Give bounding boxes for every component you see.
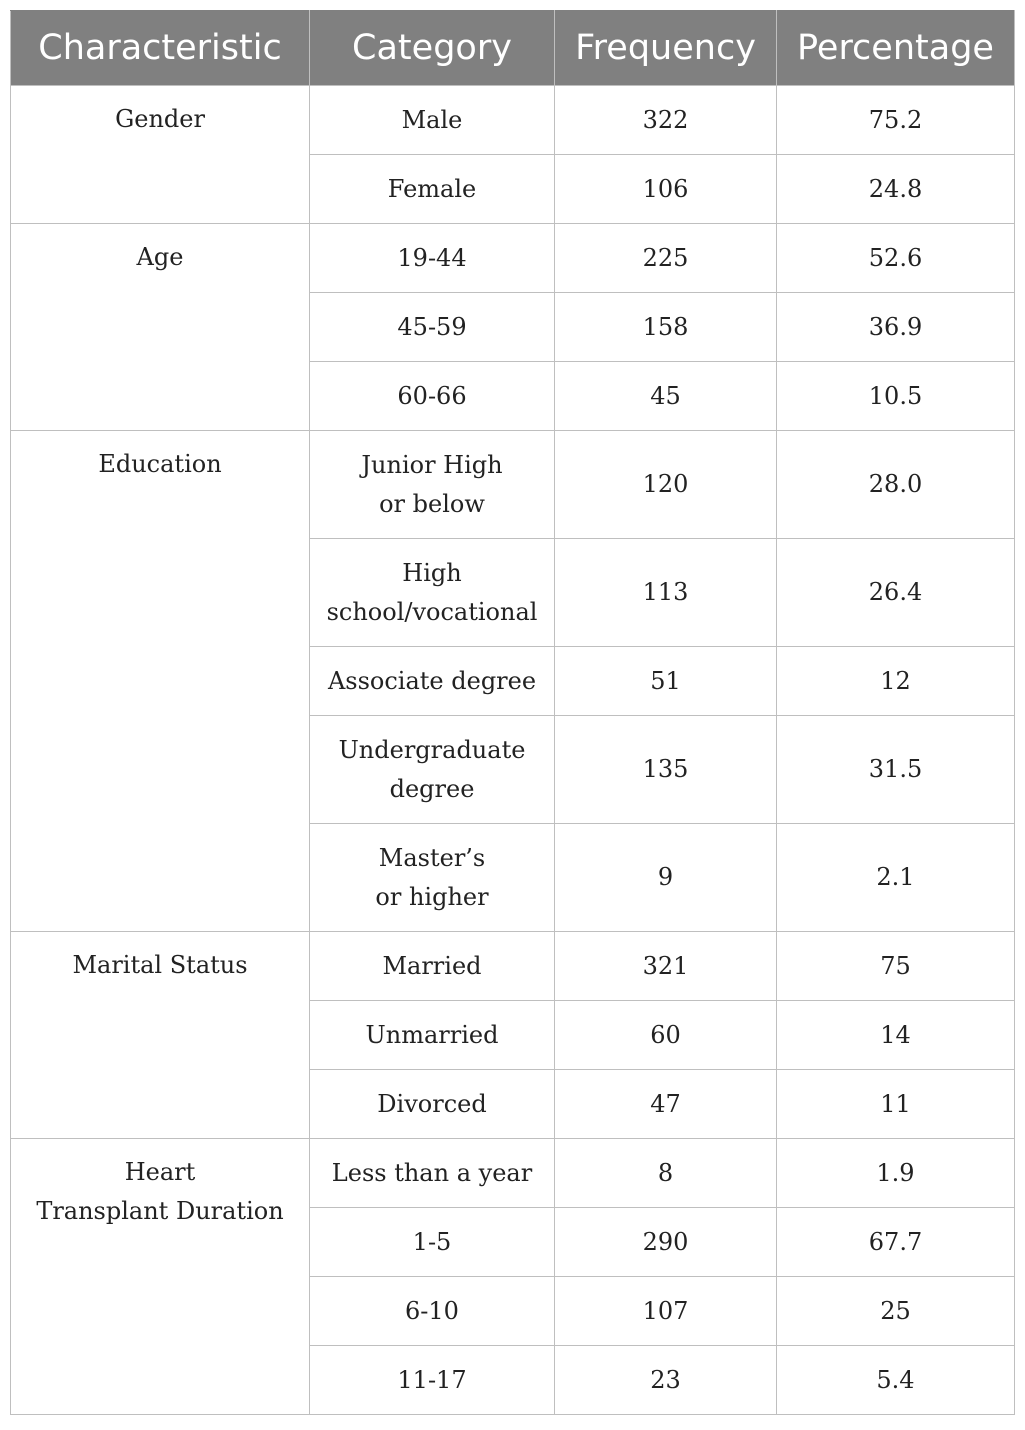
characteristic-cell: Gender (11, 86, 310, 224)
characteristic-cell: Marital Status (11, 932, 310, 1139)
category-cell: Male (310, 86, 555, 155)
frequency-cell: 158 (555, 293, 777, 362)
percentage-cell: 25 (777, 1277, 1015, 1346)
category-cell: 1-5 (310, 1208, 555, 1277)
header-frequency: Frequency (555, 11, 777, 86)
header-percentage: Percentage (777, 11, 1015, 86)
percentage-cell: 5.4 (777, 1346, 1015, 1415)
category-cell: 45-59 (310, 293, 555, 362)
frequency-cell: 321 (555, 932, 777, 1001)
frequency-cell: 322 (555, 86, 777, 155)
table-row (11, 86, 1015, 155)
percentage-cell: 31.5 (777, 716, 1015, 824)
frequency-cell: 60 (555, 1001, 777, 1070)
characteristic-cell: Heart Transplant Duration (11, 1139, 310, 1415)
characteristic-cell: Age (11, 224, 310, 431)
percentage-cell: 75.2 (777, 86, 1015, 155)
percentage-cell: 10.5 (777, 362, 1015, 431)
percentage-cell: 1.9 (777, 1139, 1015, 1208)
frequency-cell: 290 (555, 1208, 777, 1277)
frequency-cell: 47 (555, 1070, 777, 1139)
table-row (11, 431, 1015, 539)
frequency-cell: 8 (555, 1139, 777, 1208)
frequency-cell: 9 (555, 824, 777, 932)
frequency-cell: 135 (555, 716, 777, 824)
category-cell: Master’s or higher (310, 824, 555, 932)
frequency-cell: 23 (555, 1346, 777, 1415)
frequency-cell: 225 (555, 224, 777, 293)
percentage-cell: 11 (777, 1070, 1015, 1139)
category-cell: Junior High or below (310, 431, 555, 539)
frequency-cell: 45 (555, 362, 777, 431)
percentage-cell: 67.7 (777, 1208, 1015, 1277)
category-cell: 60-66 (310, 362, 555, 431)
demographics-table (10, 10, 1015, 1415)
category-cell: Undergraduate degree (310, 716, 555, 824)
percentage-cell: 52.6 (777, 224, 1015, 293)
percentage-cell: 2.1 (777, 824, 1015, 932)
percentage-cell: 36.9 (777, 293, 1015, 362)
percentage-cell: 24.8 (777, 155, 1015, 224)
category-cell: High school/vocational (310, 539, 555, 647)
table-row (11, 1139, 1015, 1208)
category-cell: 19-44 (310, 224, 555, 293)
header-characteristic: Characteristic (11, 11, 310, 86)
category-cell: 6-10 (310, 1277, 555, 1346)
percentage-cell: 26.4 (777, 539, 1015, 647)
frequency-cell: 106 (555, 155, 777, 224)
frequency-cell: 120 (555, 431, 777, 539)
header-category: Category (310, 11, 555, 86)
category-cell: Less than a year (310, 1139, 555, 1208)
header-row (11, 11, 1015, 86)
category-cell: Married (310, 932, 555, 1001)
frequency-cell: 113 (555, 539, 777, 647)
category-cell: 11-17 (310, 1346, 555, 1415)
percentage-cell: 28.0 (777, 431, 1015, 539)
category-cell: Associate degree (310, 647, 555, 716)
table-row (11, 224, 1015, 293)
percentage-cell: 12 (777, 647, 1015, 716)
percentage-cell: 75 (777, 932, 1015, 1001)
category-cell: Female (310, 155, 555, 224)
frequency-cell: 107 (555, 1277, 777, 1346)
category-cell: Unmarried (310, 1001, 555, 1070)
frequency-cell: 51 (555, 647, 777, 716)
characteristic-cell: Education (11, 431, 310, 932)
category-cell: Divorced (310, 1070, 555, 1139)
table-row (11, 932, 1015, 1001)
percentage-cell: 14 (777, 1001, 1015, 1070)
